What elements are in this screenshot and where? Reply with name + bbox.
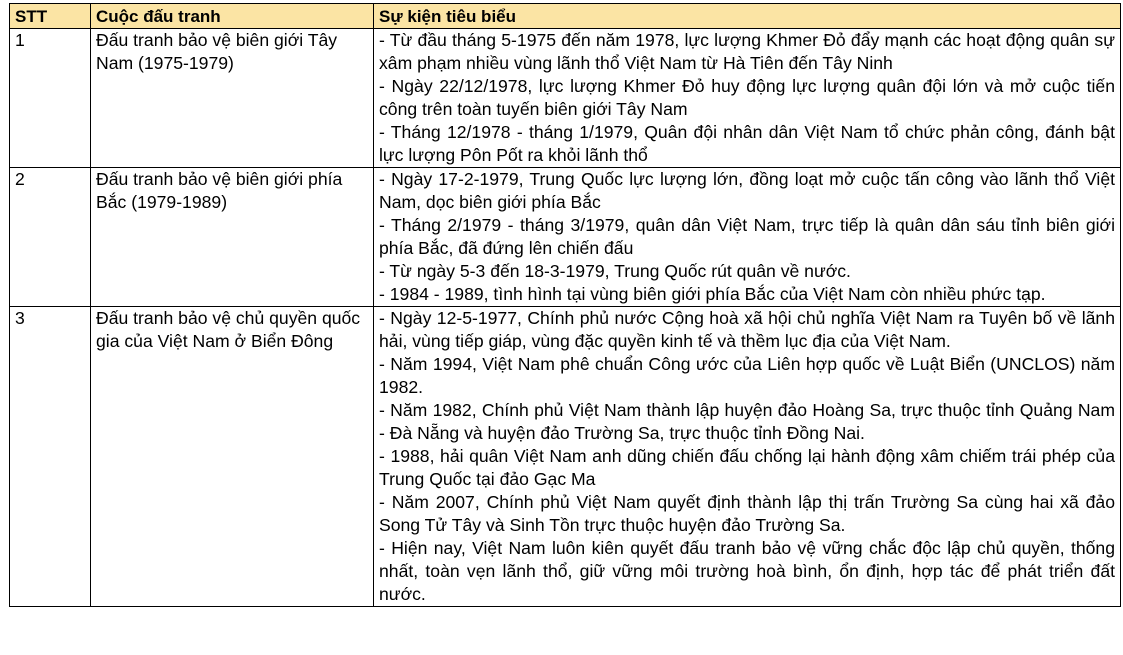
event-item: - Hiện nay, Việt Nam luôn kiên quyết đấu tranh bảo vệ vững chắc độc lập chủ quyền, thống nhất, toàn vẹn lãnh thổ, giữ vững môi trường hoà bình, ổn định, hợp tác để phát triển đất nước. — [379, 538, 1115, 604]
row-number: 3 — [10, 307, 91, 607]
event-list — [374, 307, 1121, 607]
events-table — [9, 3, 1121, 607]
event-item: - Từ ngày 5-3 đến 18-3-1979, Trung Quốc rút quân về nước. — [379, 261, 851, 281]
header-stt: STT — [10, 4, 91, 29]
row-number: 1 — [10, 29, 91, 168]
header-row — [10, 4, 1121, 29]
event-item: - Năm 2007, Chính phủ Việt Nam quyết định thành lập thị trấn Trường Sa cùng hai xã đảo Song Tử Tây và Sinh Tồn trực thuộc huyện đảo Trường Sa. — [379, 492, 1115, 535]
struggle-name: Đấu tranh bảo vệ biên giới phía Bắc (1979-1989) — [91, 168, 374, 307]
struggle-name: Đấu tranh bảo vệ biên giới Tây Nam (1975-1979) — [91, 29, 374, 168]
event-item: - Năm 1982, Chính phủ Việt Nam thành lập huyện đảo Hoàng Sa, trực thuộc tỉnh Quảng Nam - Đà Nẵng và huyện đảo Trường Sa, trực thuộc tỉnh Đồng Nai. — [379, 400, 1115, 443]
event-list — [374, 168, 1121, 307]
event-item: - Năm 1994, Việt Nam phê chuẩn Công ước của Liên hợp quốc về Luật Biển (UNCLOS) năm 1982. — [379, 354, 1115, 397]
table-row — [10, 168, 1121, 307]
struggle-name: Đấu tranh bảo vệ chủ quyền quốc gia của Việt Nam ở Biển Đông — [91, 307, 374, 607]
event-item: - Tháng 12/1978 - tháng 1/1979, Quân đội nhân dân Việt Nam tổ chức phản công, đánh bật lực lượng Pôn Pốt ra khỏi lãnh thổ — [379, 122, 1115, 165]
row-number: 2 — [10, 168, 91, 307]
event-item: - 1988, hải quân Việt Nam anh dũng chiến đấu chống lại hành động xâm chiếm trái phép của Trung Quốc tại đảo Gạc Ma — [379, 446, 1115, 489]
table-row — [10, 307, 1121, 607]
event-item: - Từ đầu tháng 5-1975 đến năm 1978, lực lượng Khmer Đỏ đẩy mạnh các hoạt động quân sự xâm phạm nhiều vùng lãnh thổ Việt Nam từ Hà Tiên đến Tây Ninh — [379, 30, 1115, 73]
event-item: - Tháng 2/1979 - tháng 3/1979, quân dân Việt Nam, trực tiếp là quân dân sáu tỉnh biên giới phía Bắc, đã đứng lên chiến đấu — [379, 215, 1115, 258]
header-struggle: Cuộc đấu tranh — [91, 4, 374, 29]
event-item: - 1984 - 1989, tình hình tại vùng biên giới phía Bắc của Việt Nam còn nhiều phức tạp. — [379, 284, 1046, 304]
table-row — [10, 29, 1121, 168]
event-list — [374, 29, 1121, 168]
event-item: - Ngày 22/12/1978, lực lượng Khmer Đỏ huy động lực lượng quân đội lớn và mở cuộc tiến công trên toàn tuyến biên giới Tây Nam — [379, 76, 1115, 119]
event-item: - Ngày 12-5-1977, Chính phủ nước Cộng hoà xã hội chủ nghĩa Việt Nam ra Tuyên bố về lãnh hải, vùng tiếp giáp, vùng đặc quyền kinh tế và thềm lục địa của Việt Nam. — [379, 308, 1115, 351]
header-events: Sự kiện tiêu biểu — [374, 4, 1121, 29]
event-item: - Ngày 17-2-1979, Trung Quốc lực lượng lớn, đồng loạt mở cuộc tấn công vào lãnh thổ Việt Nam, dọc biên giới phía Bắc — [379, 169, 1115, 212]
